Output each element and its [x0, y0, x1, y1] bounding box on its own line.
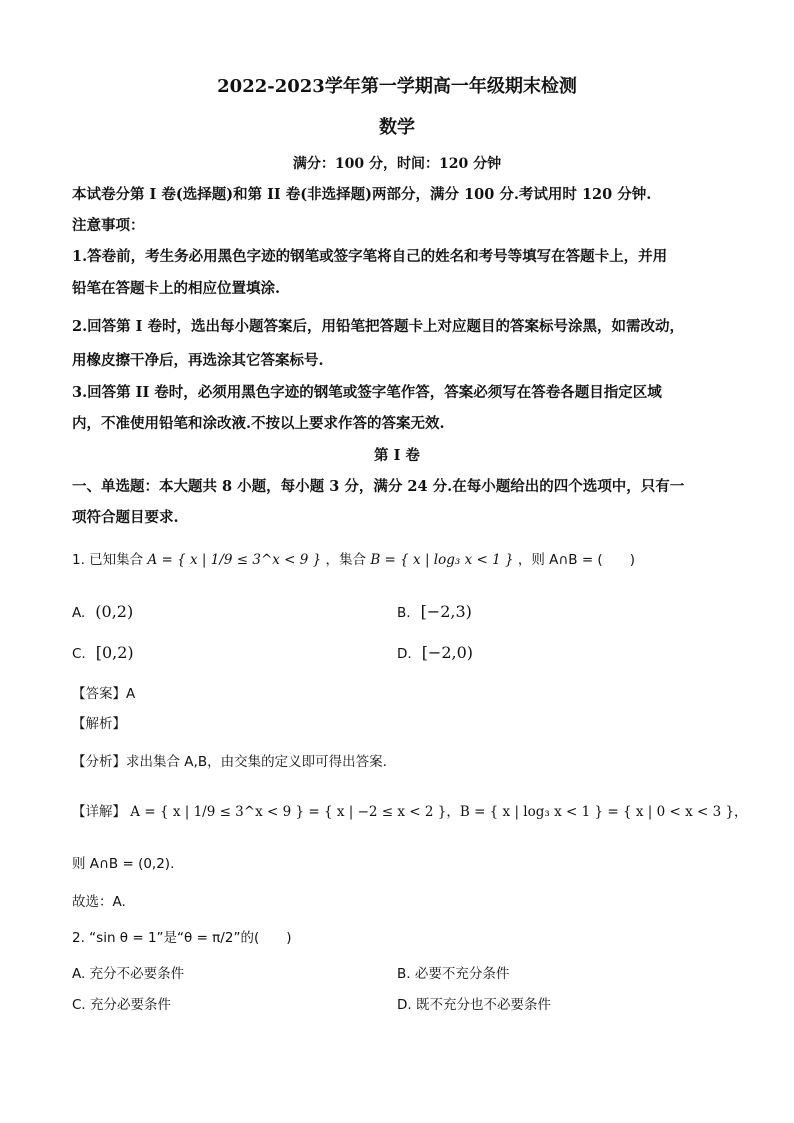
part-heading: 第 I 卷	[374, 447, 420, 464]
q1-option-c	[72, 643, 134, 662]
q2-option-b: B. 必要不充分条件	[397, 966, 510, 982]
note-1-line-1: 1.答卷前，考生务必用黑色字迹的钢笔或签字笔将自己的姓名和考号等填写在答题卡上，并用	[72, 248, 668, 265]
notes-heading: 注意事项：	[72, 217, 145, 234]
q1-analysis-heading: 【解析】	[72, 716, 126, 732]
note-3-line-1: 3.回答第 II 卷时，必须用黑色字迹的钢笔或签字笔作答，答案必须写在答卷各题目指定区域	[72, 384, 662, 401]
option-value: [0,2)	[95, 643, 134, 662]
question-1-stem	[72, 548, 635, 568]
q1-middle: ，集合	[325, 552, 367, 568]
q1-prefix: 1. 已知集合	[72, 552, 144, 568]
q2-option-c: C. 充分必要条件	[72, 997, 172, 1013]
q1-set-b: B = { x | log₃ x < 1 }	[370, 552, 514, 568]
option-value: (0,2)	[95, 602, 134, 621]
note-3-line-2: 内，不准使用铅笔和涂改液.不按以上要求作答的答案无效.	[72, 415, 445, 432]
option-label: A.	[72, 605, 86, 621]
option-value: [−2,0)	[421, 643, 474, 662]
q1-analysis: 【分析】求出集合 A,B，由交集的定义即可得出答案.	[72, 754, 387, 770]
q1-option-a	[72, 602, 133, 621]
option-label: D.	[397, 646, 412, 662]
note-1-line-2: 铅笔在答题卡上的相应位置填涂.	[72, 280, 281, 297]
exam-title: 2022-2023学年第一学期高一年级期末检测	[217, 76, 577, 97]
q1-detail	[72, 800, 748, 820]
q1-choice: 故选：A.	[72, 894, 126, 910]
question-2-stem: 2. “sin θ = 1”是“θ = π/2”的( )	[72, 930, 292, 946]
q1-detail-math: A = { x | 1/9 ≤ 3^x < 9 } = { x | −2 ≤ x < 2 }，B = { x | log₃ x < 1 } = { x | 0 < x < 3 }，	[130, 804, 748, 820]
note-2-line-1: 2.回答第 I 卷时，选出每小题答案后，用铅笔把答题卡上对应题目的答案标号涂黑，如需改动，	[72, 318, 685, 335]
option-label: C.	[72, 646, 86, 662]
score-time: 满分：100 分，时间：120 分钟	[292, 156, 502, 172]
q1-set-a: A = { x | 1/9 ≤ 3^x < 9 }	[147, 552, 322, 568]
q1-detail-label: 【详解】	[72, 804, 126, 820]
option-value: [−2,3)	[420, 602, 472, 621]
section-line-1: 一、单选题：本大题共 8 小题，每小题 3 分，满分 24 分.在每小题给出的四个选项中，只有一	[72, 478, 685, 495]
option-label: B.	[397, 605, 411, 621]
q2-option-a: A. 充分不必要条件	[72, 966, 185, 982]
q1-option-d	[397, 643, 473, 662]
note-2-line-2: 用橡皮擦干净后，再选涂其它答案标号.	[72, 352, 324, 369]
q1-answer: 【答案】A	[72, 686, 136, 702]
q1-suffix: ，则 A∩B = ( )	[517, 552, 635, 568]
q1-result: 则 A∩B = (0,2).	[72, 856, 175, 872]
q2-option-d: D. 既不充分也不必要条件	[397, 997, 551, 1013]
section-line-2: 项符合题目要求.	[72, 509, 179, 526]
intro-text: 本试卷分第 I 卷(选择题)和第 II 卷(非选择题)两部分，满分 100 分.考试用时 120 分钟.	[72, 186, 652, 203]
exam-subject: 数学	[379, 117, 415, 138]
q1-option-b	[397, 602, 472, 621]
